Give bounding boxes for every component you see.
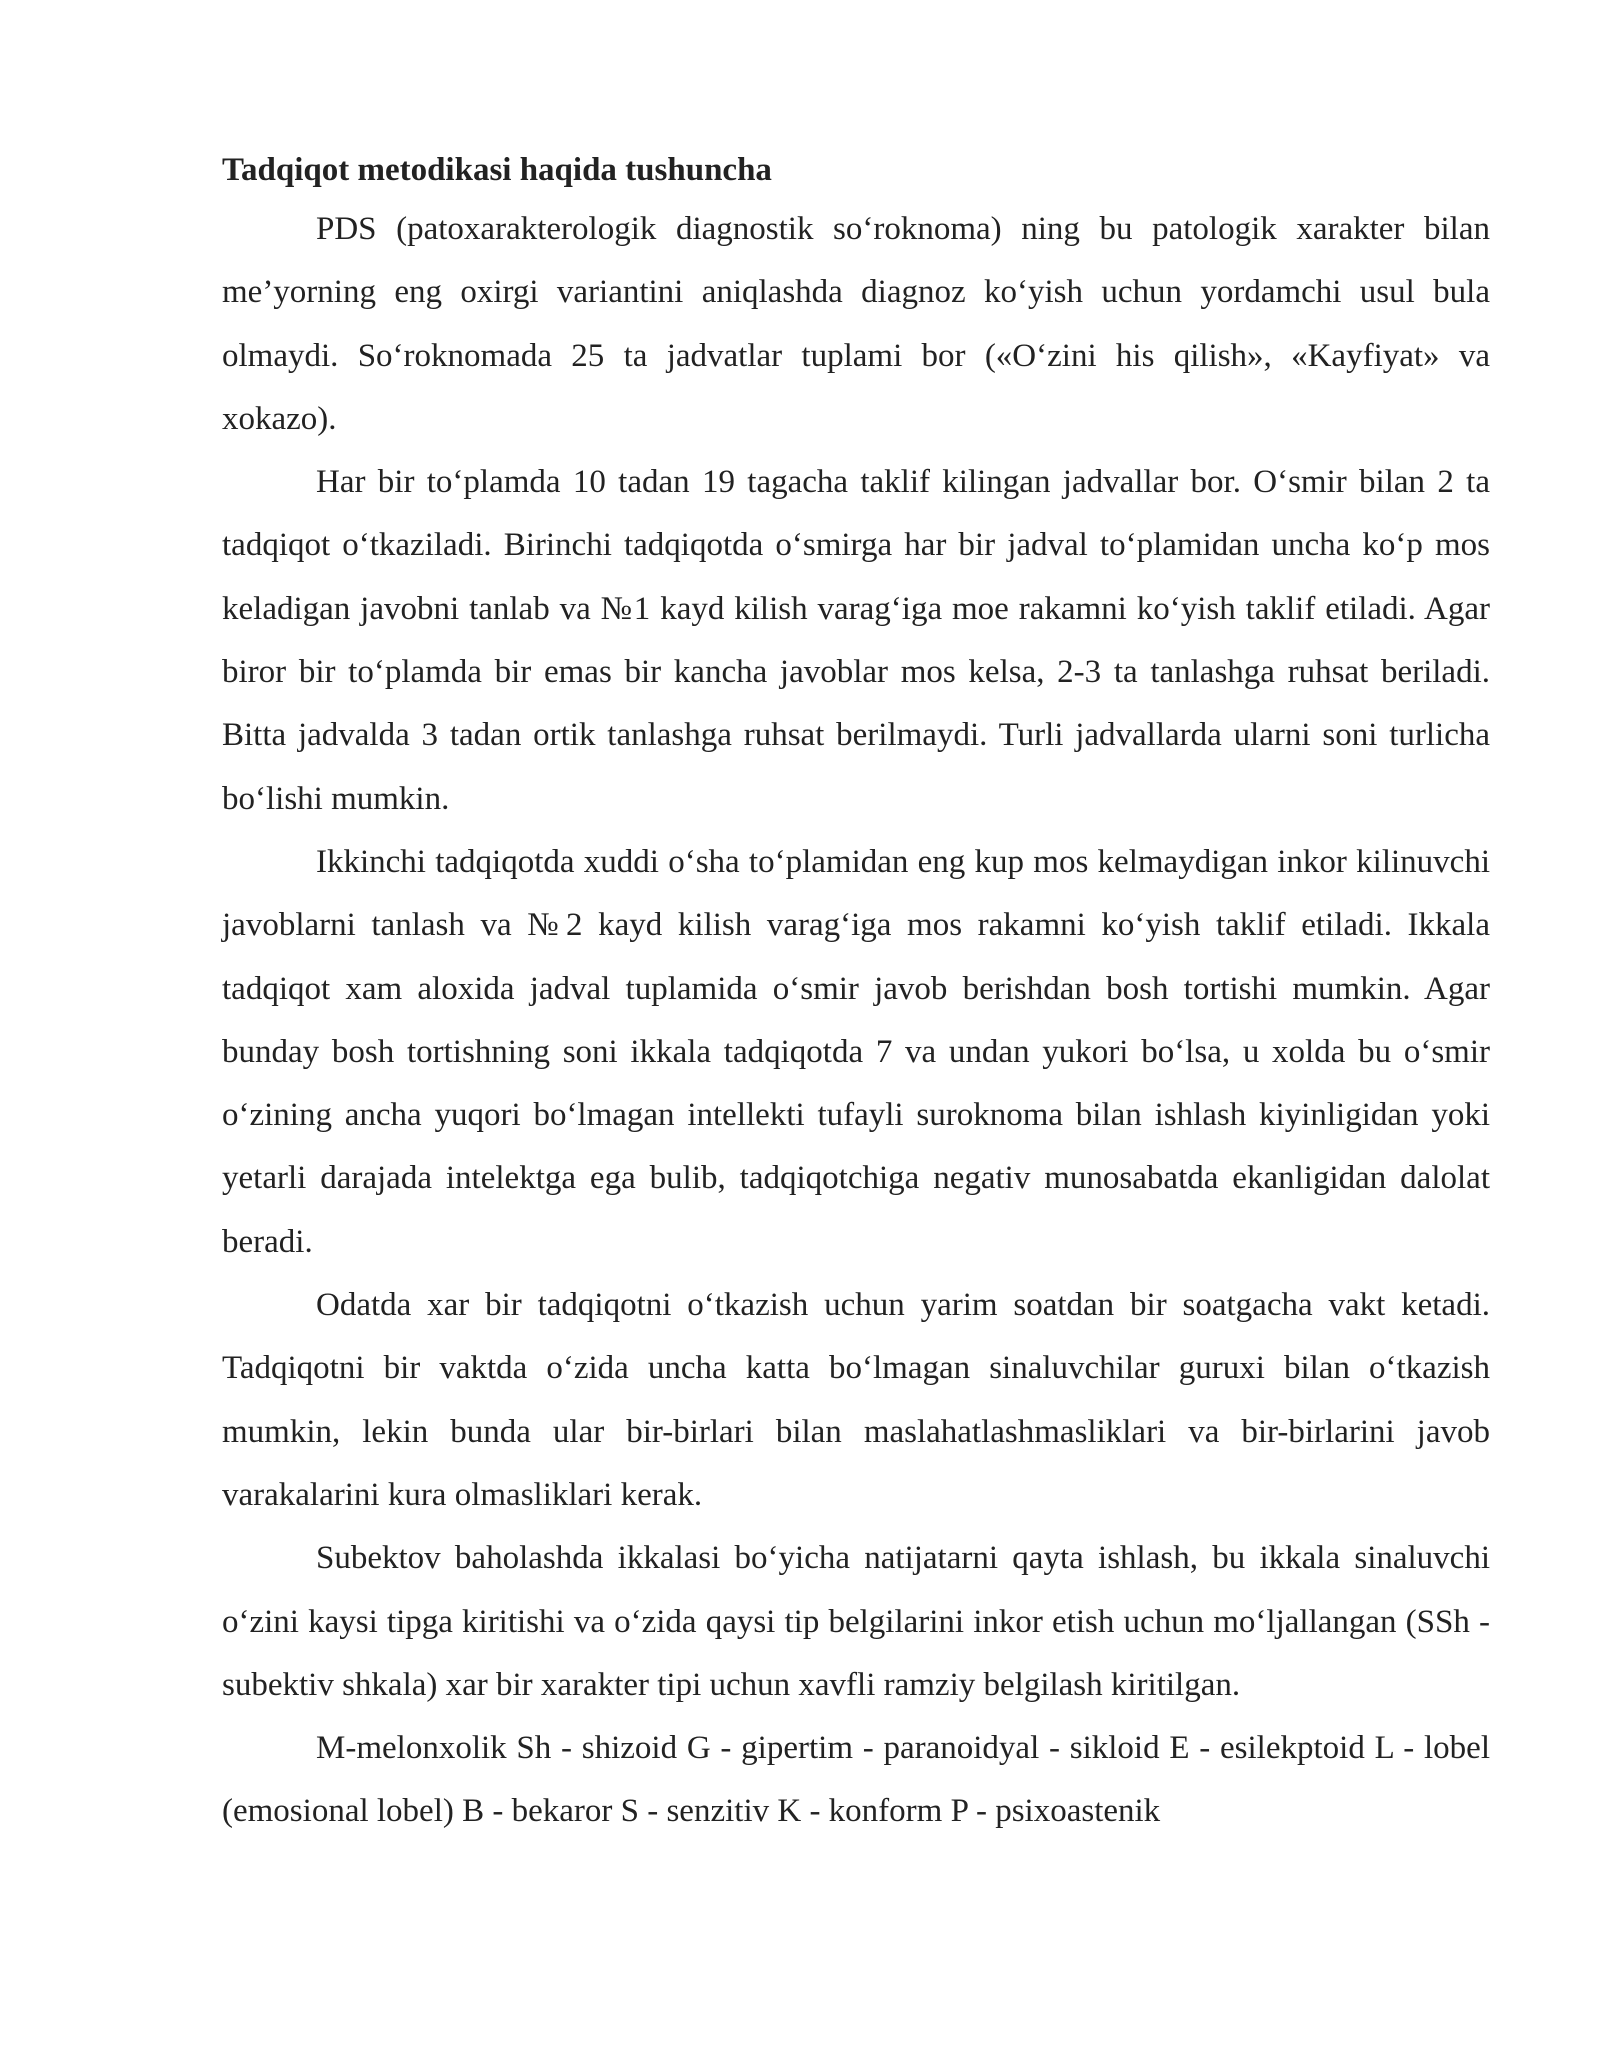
page-title: Tadqiqot metodikasi haqida tushuncha: [222, 152, 772, 188]
document-page: [222, 148, 1490, 1844]
paragraph-first-study: Har bir to‘plamda 10 tadan 19 tagacha taklif kilingan jadvallar bor. O‘smir bilan 2 ta tadqiqot o‘tkaziladi. Birinchi tadqiqotda o‘smirga har bir jadval to‘plamidan uncha ko‘p mos keladigan javobni tanlab va №1 kayd kilish varag‘iga moe rakamni ko‘yish taklif etiladi. Agar biror bir to‘plamda bir emas bir kancha javoblar mos kelsa, 2-3 ta tanlashga ruhsat beriladi. Bitta jadvalda 3 tadan ortik tanlashga ruhsat berilmaydi. Turli jadvallarda ularni soni turlicha bo‘lishi mumkin.: [222, 464, 1490, 817]
paragraph-second-study: Ikkinchi tadqiqotda xuddi o‘sha to‘plamidan eng kup mos kelmaydigan inkor kilinuvchi javoblarni tanlash va №2 kayd kilish varag‘iga mos rakamni ko‘yish taklif etiladi. Ikkala tadqiqot xam aloxida jadval tuplamida o‘smir javob berishdan bosh tortishi mumkin. Agar bunday bosh tortishning soni ikkala tadqiqotda 7 va undan yukori bo‘lsa, u xolda bu o‘smir o‘zining ancha yuqori bo‘lmagan intellekti tufayli suroknoma bilan ishlash kiyinligidan yoki yetarli darajada intelektga ega bulib, tadqiqotchiga negativ munosabatda ekanligidan dalolat beradi.: [222, 843, 1490, 1260]
paragraph-subjective-scale: Subektov baholashda ikkalasi bo‘yicha natijatarni qayta ishlash, bu ikkala sinaluvchi o‘zini kaysi tipga kiritishi va o‘zida qaysi tip belgilarini inkor etish uchun mo‘ljallangan (SSh - subektiv shkala) xar bir xarakter tipi uchun xavfli ramziy belgilash kiritilgan.: [222, 1540, 1490, 1703]
paragraph-type-legend: M-melonxolik Sh - shizoid G - gipertim - paranoidyal - sikloid E - esilekptoid L - lobel (emosional lobel) B - bekaror S - senzitiv K - konform P - psixoastenik: [222, 1730, 1490, 1830]
paragraph-duration: Odatda xar bir tadqiqotni o‘tkazish uchun yarim soatdan bir soatgacha vakt ketadi. Tadqiqotni bir vaktda o‘zida uncha katta bo‘lmagan sinaluvchilar guruxi bilan o‘tkazish mumkin, lekin bunda ular bir-birlari bilan maslahatlashmasliklari va bir-birlarini javob varakalarini kura olmasliklari kerak.: [222, 1287, 1490, 1513]
paragraph-pds-intro: PDS (patoxarakterologik diagnostik so‘roknoma) ning bu patologik xarakter bilan me’yorning eng oxirgi variantini aniqlashda diagnoz ko‘yish uchun yordamchi usul bula olmaydi. So‘roknomada 25 ta jadvatlar tuplami bor («O‘zini his qilish», «Kayfiyat» va xokazo).: [222, 211, 1490, 437]
